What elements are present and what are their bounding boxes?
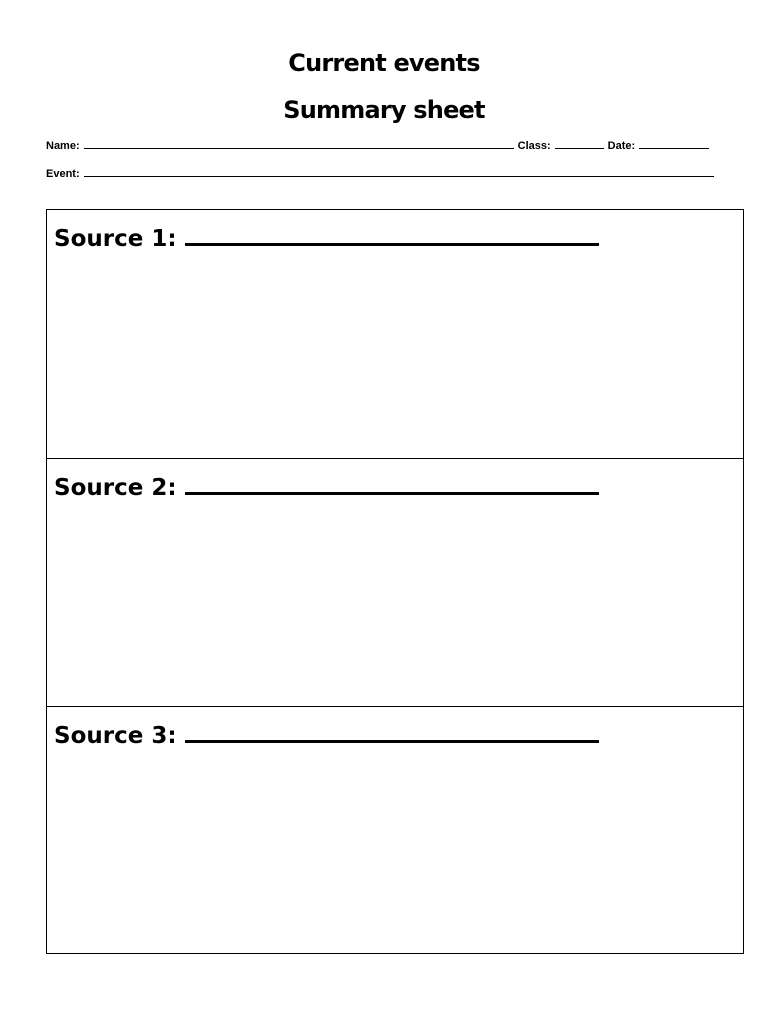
date-label: Date: [607, 140, 636, 152]
source-3-field[interactable] [185, 720, 599, 743]
source-heading-1 [54, 223, 599, 253]
class-field[interactable] [555, 138, 604, 149]
source-heading-3 [54, 720, 599, 750]
source-box-1[interactable] [47, 210, 743, 459]
student-info-row [46, 138, 709, 153]
source-2-field[interactable] [185, 472, 599, 495]
source-label-3: Source 3: [54, 723, 177, 749]
name-field[interactable] [84, 138, 514, 149]
sources-table [46, 209, 744, 954]
name-label: Name: [46, 140, 80, 152]
source-box-3[interactable] [47, 706, 743, 954]
page-subtitle: Summary sheet [283, 96, 485, 124]
date-field[interactable] [639, 138, 709, 149]
event-info-row [46, 166, 714, 181]
class-label: Class: [517, 140, 551, 152]
source-label-1: Source 1: [54, 226, 177, 252]
source-heading-2 [54, 472, 599, 502]
source-box-2[interactable] [47, 458, 743, 707]
event-field[interactable] [84, 166, 714, 177]
event-label: Event: [46, 168, 80, 180]
source-1-field[interactable] [185, 223, 599, 246]
source-label-2: Source 2: [54, 475, 177, 501]
page-title: Current events [288, 49, 480, 77]
